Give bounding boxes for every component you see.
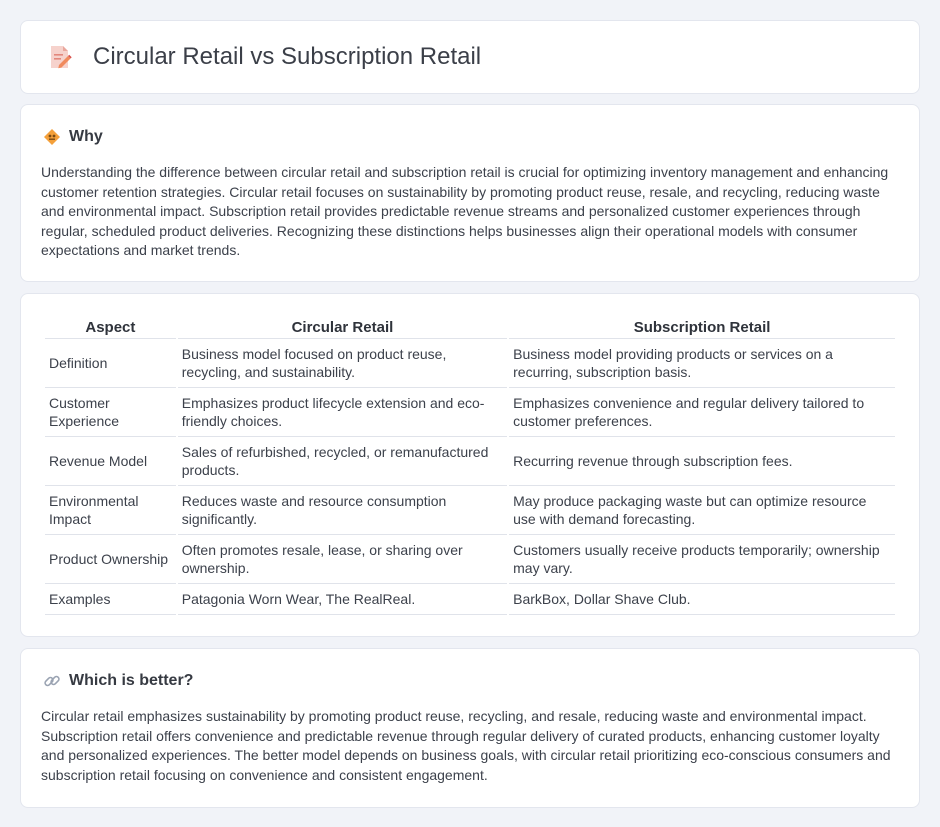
row-subscription: Emphasizes convenience and regular delivery tailored to customer preferences. bbox=[509, 388, 895, 437]
better-text: Circular retail emphasizes sustainability by promoting product reuse, recycling, and resale, reducing waste and environmental impact. Subscription retail offers convenience and predictable revenue through regular delivery of curated products, enhancing customer loyalty and personalized experiences. The better model depends on business goals, with circular retail prioritizing eco-conscious consumers and subscription retail focusing on convenience and consistent engagement. bbox=[41, 708, 891, 783]
better-title: Which is better? bbox=[69, 672, 194, 689]
row-aspect: Customer Experience bbox=[45, 388, 176, 437]
better-header bbox=[43, 671, 899, 691]
row-aspect: Revenue Model bbox=[45, 437, 176, 486]
row-subscription: BarkBox, Dollar Shave Club. bbox=[509, 584, 895, 615]
row-circular: Sales of refurbished, recycled, or remanufactured products. bbox=[178, 437, 507, 486]
diamond-sign-icon bbox=[43, 128, 61, 146]
header-aspect: Aspect bbox=[45, 314, 176, 339]
document-pencil-icon bbox=[45, 43, 73, 71]
page-title: Circular Retail vs Subscription Retail bbox=[93, 43, 482, 70]
why-header bbox=[43, 127, 899, 147]
comparison-table-card bbox=[20, 293, 920, 637]
row-aspect: Definition bbox=[45, 339, 176, 388]
which-is-better-section bbox=[20, 648, 920, 808]
row-circular: Business model focused on product reuse, recycling, and sustainability. bbox=[178, 339, 507, 388]
table-row bbox=[45, 486, 895, 535]
table-row bbox=[45, 584, 895, 615]
row-subscription: Recurring revenue through subscription fees. bbox=[509, 437, 895, 486]
row-subscription: Business model providing products or services on a recurring, subscription basis. bbox=[509, 339, 895, 388]
header-subscription-retail: Subscription Retail bbox=[509, 314, 895, 339]
row-aspect: Product Ownership bbox=[45, 535, 176, 584]
row-circular: Patagonia Worn Wear, The RealReal. bbox=[178, 584, 507, 615]
row-circular: Emphasizes product lifecycle extension and eco-friendly choices. bbox=[178, 388, 507, 437]
row-aspect: Examples bbox=[45, 584, 176, 615]
header-circular-retail: Circular Retail bbox=[178, 314, 507, 339]
comparison-table bbox=[43, 314, 897, 615]
link-icon bbox=[43, 672, 61, 690]
title-card bbox=[20, 20, 920, 94]
table-header-row bbox=[45, 314, 895, 339]
row-subscription: May produce packaging waste but can optimize resource use with demand forecasting. bbox=[509, 486, 895, 535]
table-row bbox=[45, 339, 895, 388]
why-section bbox=[20, 104, 920, 282]
why-title: Why bbox=[69, 128, 103, 145]
table-row bbox=[45, 535, 895, 584]
row-subscription: Customers usually receive products temporarily; ownership may vary. bbox=[509, 535, 895, 584]
why-text: Understanding the difference between circular retail and subscription retail is crucial for optimizing inventory management and enhancing customer retention strategies. Circular retail focuses on sustainability by promoting product reuse, resale, and recycling, reducing waste and environmental impact. Subscription retail provides predictable revenue streams and personalized customer experiences through regular, scheduled product deliveries. Recognizing these distinctions helps businesses align their operational models with consumer expectations and market trends. bbox=[41, 164, 889, 259]
row-circular: Reduces waste and resource consumption significantly. bbox=[178, 486, 507, 535]
row-aspect: Environmental Impact bbox=[45, 486, 176, 535]
row-circular: Often promotes resale, lease, or sharing over ownership. bbox=[178, 535, 507, 584]
table-row bbox=[45, 388, 895, 437]
table-row bbox=[45, 437, 895, 486]
